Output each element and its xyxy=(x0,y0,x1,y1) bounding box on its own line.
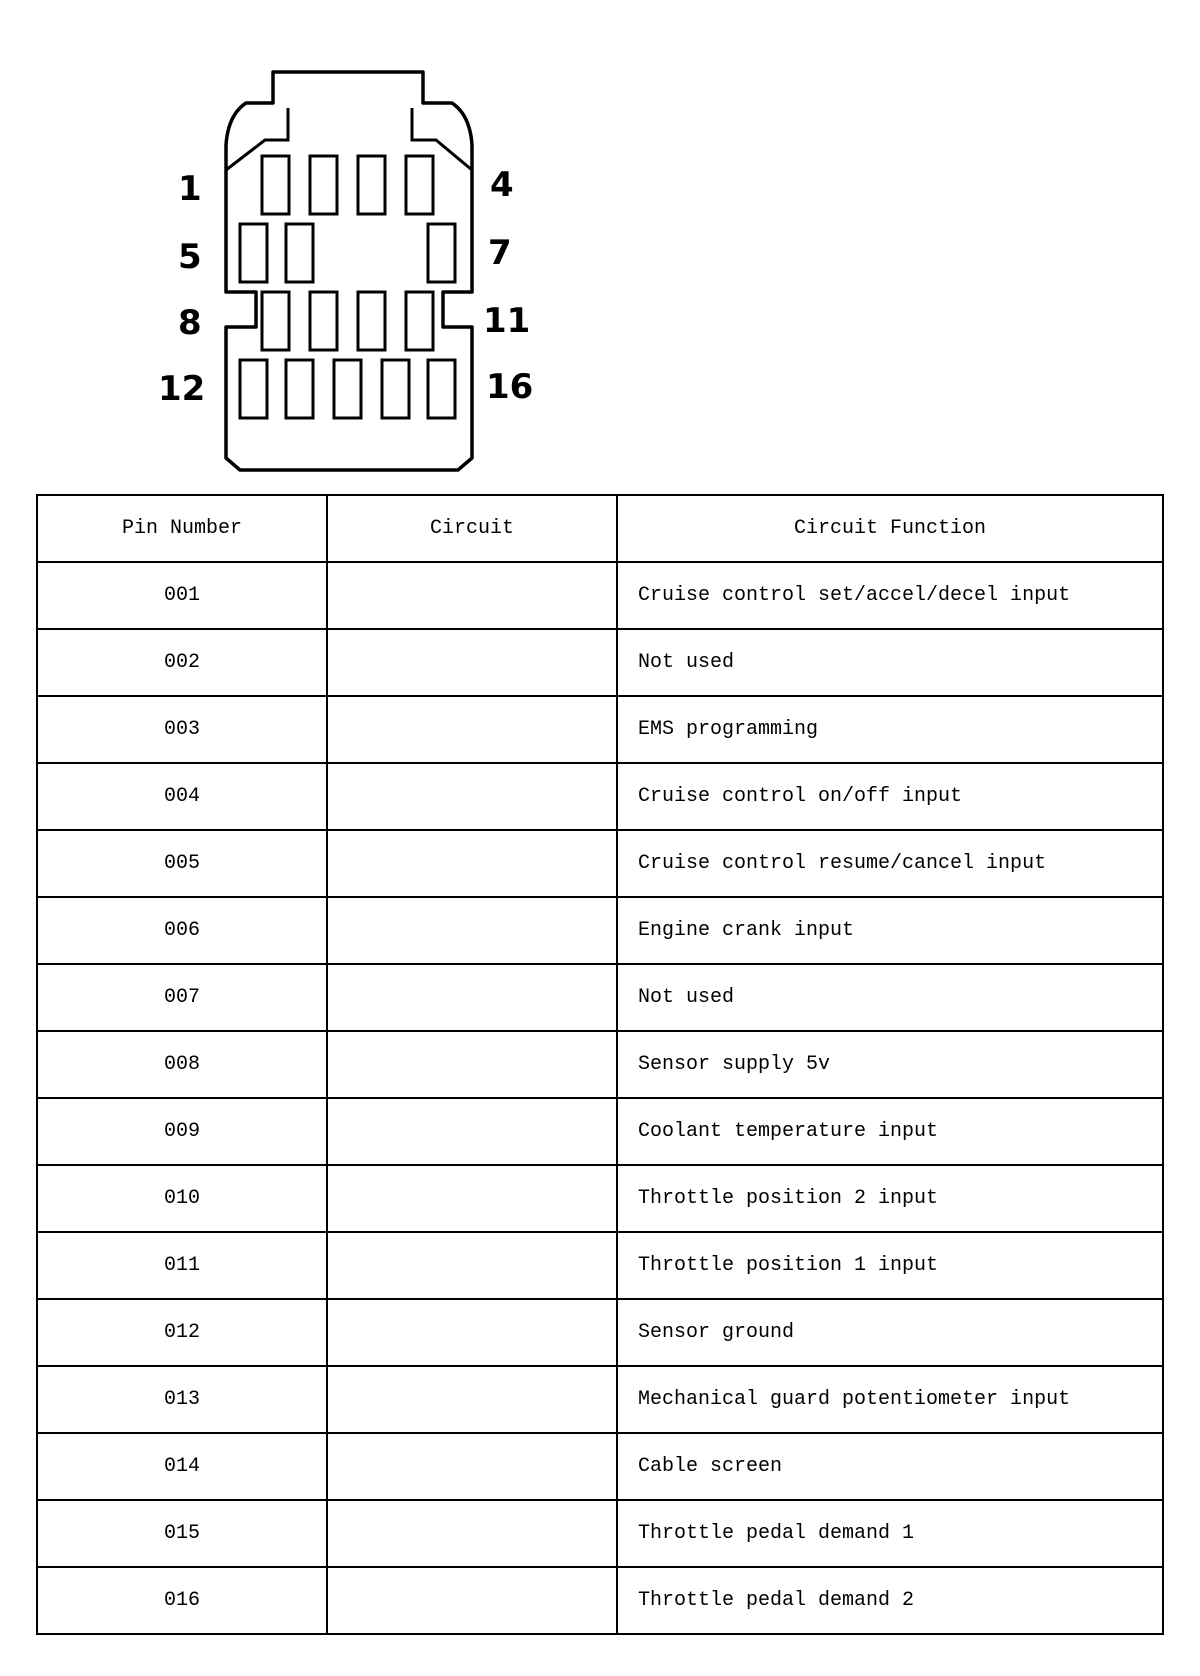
pin-cavity xyxy=(428,360,455,418)
table-row xyxy=(37,1567,1163,1634)
circuit-function-cell: Cable screen xyxy=(617,1433,1163,1500)
pin-label-16: 16 xyxy=(486,367,534,407)
circuit-function-cell: Throttle pedal demand 1 xyxy=(617,1500,1163,1567)
circuit-function-cell: Not used xyxy=(617,964,1163,1031)
pin-number-cell: 016 xyxy=(37,1567,327,1634)
pin-cavity xyxy=(310,292,337,350)
pin-cavity xyxy=(286,224,313,282)
circuit-function-cell: Throttle pedal demand 2 xyxy=(617,1567,1163,1634)
circuit-cell xyxy=(327,1098,617,1165)
table-row xyxy=(37,1232,1163,1299)
pin-cavity xyxy=(334,360,361,418)
pin-label-4: 4 xyxy=(490,165,514,205)
circuit-cell xyxy=(327,1567,617,1634)
pin-number-cell: 002 xyxy=(37,629,327,696)
pin-number-cell: 004 xyxy=(37,763,327,830)
circuit-function-cell: Throttle position 1 input xyxy=(617,1232,1163,1299)
pin-cavity xyxy=(406,292,433,350)
table-row xyxy=(37,1031,1163,1098)
pin-cavity xyxy=(240,360,267,418)
pin-number-cell: 001 xyxy=(37,562,327,629)
pin-cavity xyxy=(358,292,385,350)
circuit-function-cell: Coolant temperature input xyxy=(617,1098,1163,1165)
table-row xyxy=(37,830,1163,897)
circuit-cell xyxy=(327,696,617,763)
circuit-cell xyxy=(327,830,617,897)
pin-number-cell: 012 xyxy=(37,1299,327,1366)
circuit-cell xyxy=(327,1232,617,1299)
circuit-cell xyxy=(327,1433,617,1500)
table-row xyxy=(37,964,1163,1031)
pin-number-cell: 005 xyxy=(37,830,327,897)
pin-cavity xyxy=(310,156,337,214)
circuit-cell xyxy=(327,763,617,830)
circuit-cell xyxy=(327,897,617,964)
pin-cavity xyxy=(240,224,267,282)
connector-diagram xyxy=(0,0,600,480)
pin-function-table xyxy=(36,494,1164,1635)
circuit-cell xyxy=(327,964,617,1031)
pin-number-cell: 010 xyxy=(37,1165,327,1232)
table-row xyxy=(37,1433,1163,1500)
circuit-function-cell: Mechanical guard potentiometer input xyxy=(617,1366,1163,1433)
circuit-cell xyxy=(327,562,617,629)
pin-cavity xyxy=(358,156,385,214)
pin-number-cell: 013 xyxy=(37,1366,327,1433)
pin-label-7: 7 xyxy=(488,233,512,273)
table-row xyxy=(37,897,1163,964)
pin-cavity xyxy=(262,156,289,214)
table-row xyxy=(37,1500,1163,1567)
circuit-function-cell: Cruise control on/off input xyxy=(617,763,1163,830)
pin-cavity xyxy=(286,360,313,418)
pin-number-cell: 009 xyxy=(37,1098,327,1165)
pin-number-cell: 011 xyxy=(37,1232,327,1299)
table-row xyxy=(37,1098,1163,1165)
pin-label-1: 1 xyxy=(178,169,202,209)
table-row xyxy=(37,562,1163,629)
circuit-cell xyxy=(327,1031,617,1098)
pin-label-12: 12 xyxy=(158,369,206,409)
circuit-function-cell: Sensor supply 5v xyxy=(617,1031,1163,1098)
circuit-cell xyxy=(327,1165,617,1232)
circuit-function-cell: EMS programming xyxy=(617,696,1163,763)
pin-label-8: 8 xyxy=(178,303,202,343)
pin-cavity xyxy=(428,224,455,282)
circuit-cell xyxy=(327,629,617,696)
table-row xyxy=(37,1366,1163,1433)
circuit-cell xyxy=(327,1500,617,1567)
pin-number-cell: 006 xyxy=(37,897,327,964)
pin-number-cell: 015 xyxy=(37,1500,327,1567)
table-header-row xyxy=(37,495,1163,562)
header-pin-number: Pin Number xyxy=(37,495,327,562)
circuit-function-cell: Cruise control resume/cancel input xyxy=(617,830,1163,897)
circuit-cell xyxy=(327,1366,617,1433)
circuit-function-cell: Engine crank input xyxy=(617,897,1163,964)
pin-number-cell: 003 xyxy=(37,696,327,763)
circuit-function-cell: Cruise control set/accel/decel input xyxy=(617,562,1163,629)
table-row xyxy=(37,696,1163,763)
circuit-function-cell: Not used xyxy=(617,629,1163,696)
table-row xyxy=(37,1299,1163,1366)
pin-number-cell: 007 xyxy=(37,964,327,1031)
table-row xyxy=(37,763,1163,830)
header-circuit-function: Circuit Function xyxy=(617,495,1163,562)
connector-housing xyxy=(226,72,472,470)
header-circuit: Circuit xyxy=(327,495,617,562)
table-row xyxy=(37,1165,1163,1232)
pin-number-cell: 014 xyxy=(37,1433,327,1500)
pin-cavity xyxy=(262,292,289,350)
pin-cavity xyxy=(406,156,433,214)
pin-label-11: 11 xyxy=(483,301,531,341)
table-row xyxy=(37,629,1163,696)
pin-label-5: 5 xyxy=(178,237,202,277)
circuit-cell xyxy=(327,1299,617,1366)
circuit-function-cell: Sensor ground xyxy=(617,1299,1163,1366)
circuit-function-cell: Throttle position 2 input xyxy=(617,1165,1163,1232)
pin-cavity xyxy=(382,360,409,418)
pin-number-cell: 008 xyxy=(37,1031,327,1098)
